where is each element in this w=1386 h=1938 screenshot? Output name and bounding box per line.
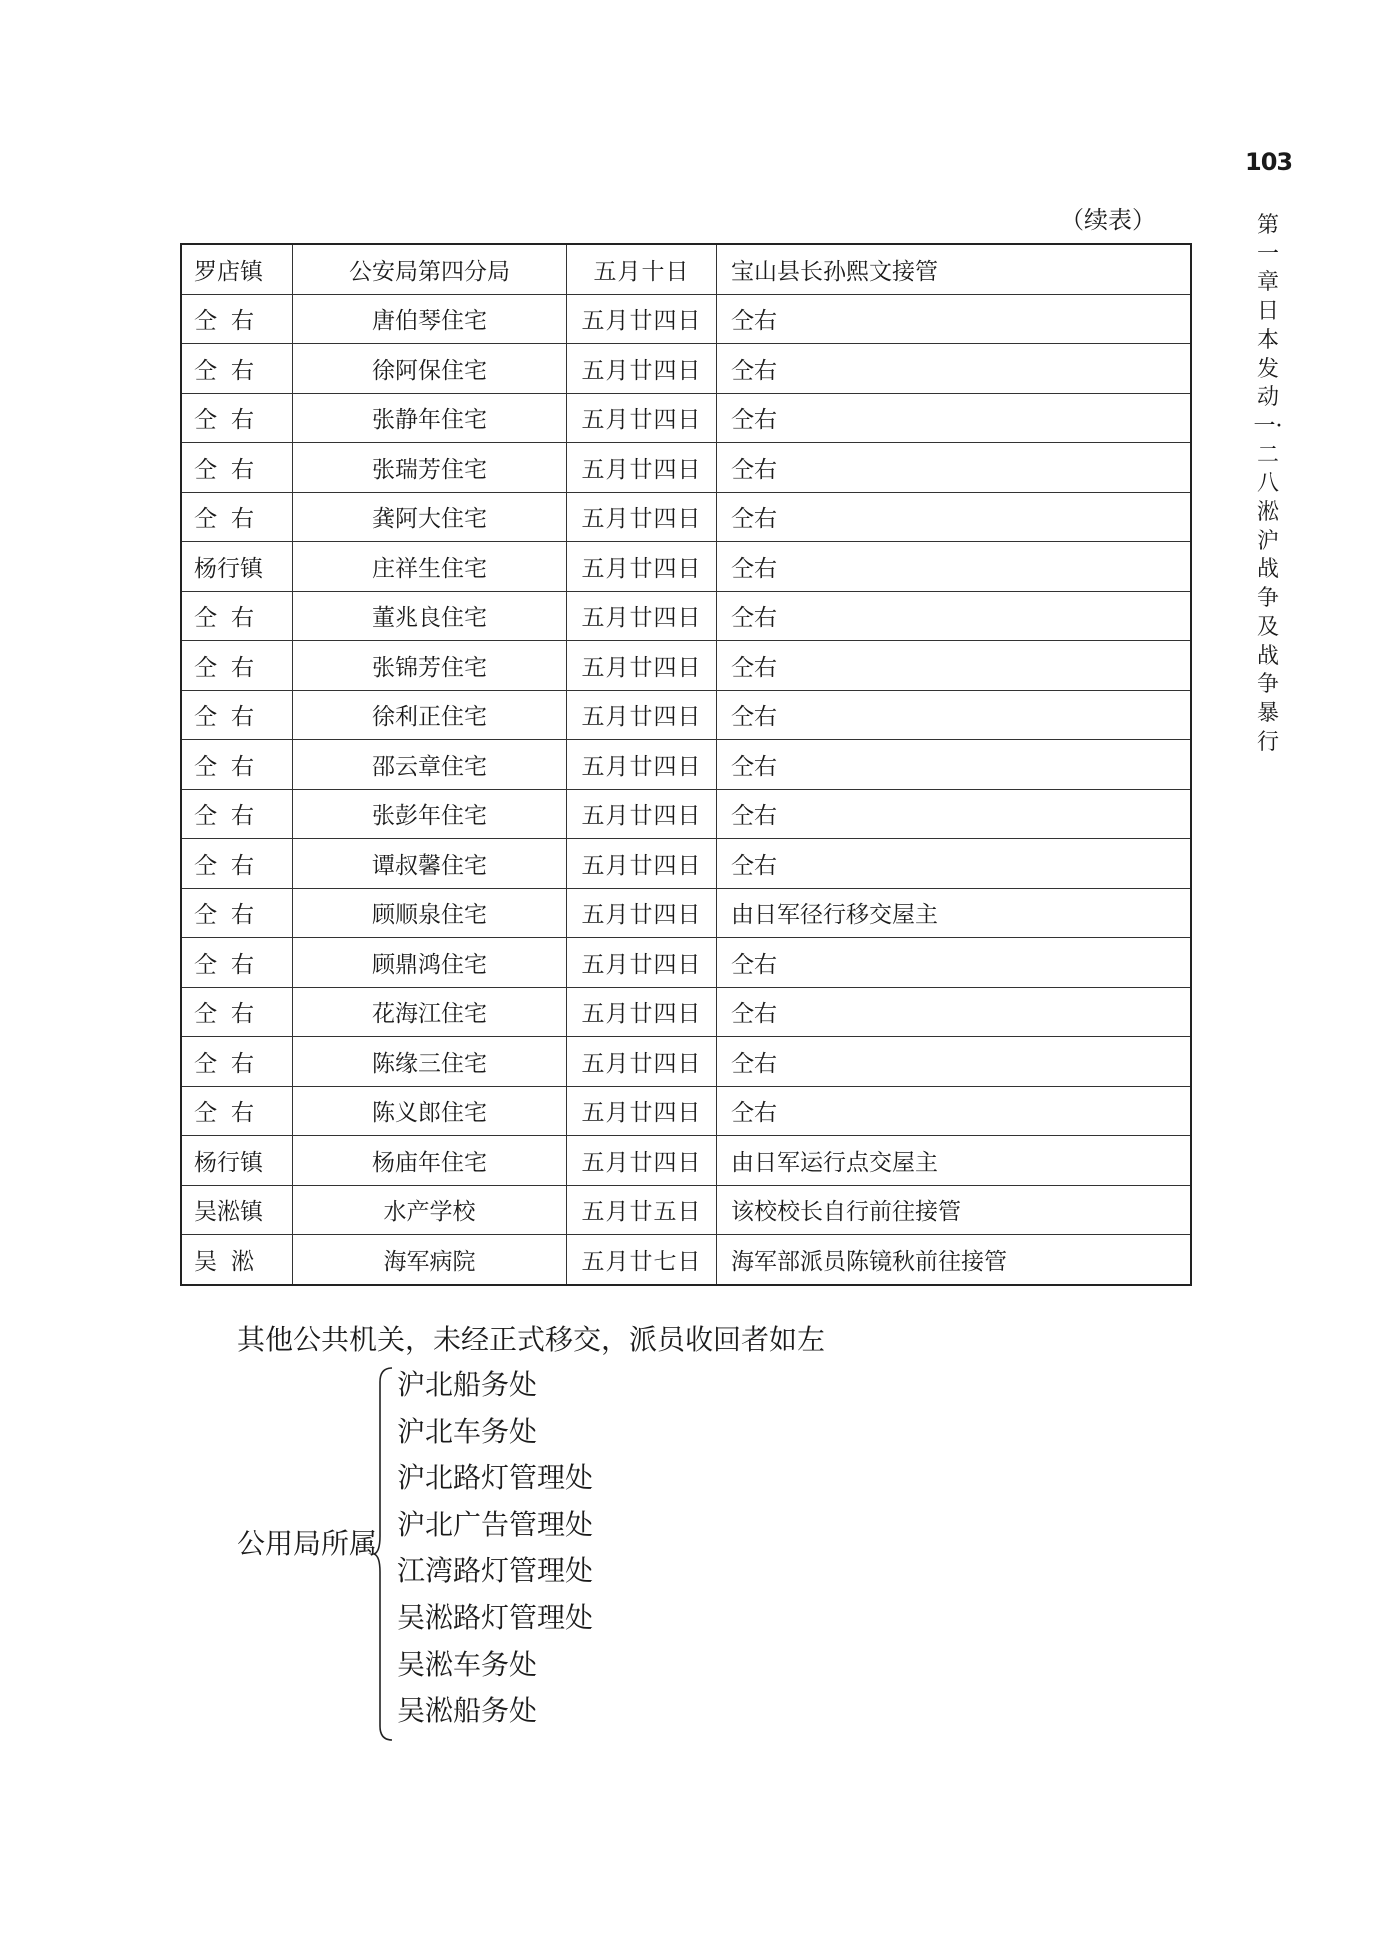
name-cell: 徐利正住宅 [293,690,567,740]
date-cell: 五月廿四日 [567,393,717,443]
table-row [181,1037,1191,1087]
town-cell: 仝右 [181,938,293,988]
note-cell: 仝右 [717,492,1192,542]
note-cell: 仝右 [717,443,1192,493]
page-number: 103 [1245,148,1293,176]
table-row [181,591,1191,641]
list-item: 沪北路灯管理处 [397,1461,594,1495]
town-cell: 仝右 [181,789,293,839]
town-cell: 吴淞 [181,1235,293,1285]
town-cell: 仝右 [181,740,293,790]
date-cell: 五月廿四日 [567,492,717,542]
name-cell: 海军病院 [293,1235,567,1285]
list-item: 江湾路灯管理处 [397,1554,594,1588]
name-cell: 水产学校 [293,1185,567,1235]
town-cell: 仝右 [181,987,293,1037]
date-cell: 五月廿四日 [567,344,717,394]
note-cell: 仝右 [717,641,1192,691]
note-cell: 该校校长自行前往接管 [717,1185,1192,1235]
chapter-running-title: 第一章 日本发动一·二八淞沪战争及战争暴行 [1253,213,1302,755]
table-row [181,1086,1191,1136]
note-cell: 仝右 [717,344,1192,394]
name-cell: 公安局第四分局 [293,244,567,294]
town-cell: 仝右 [181,839,293,889]
town-cell: 杨行镇 [181,542,293,592]
table-row [181,987,1191,1037]
note-cell: 海军部派员陈镜秋前往接管 [717,1235,1192,1285]
name-cell: 张彭年住宅 [293,789,567,839]
date-cell: 五月廿四日 [567,1086,717,1136]
name-cell: 张静年住宅 [293,393,567,443]
town-cell: 仝右 [181,443,293,493]
note-cell: 仝右 [717,294,1192,344]
date-cell: 五月十日 [567,244,717,294]
note-cell: 仝右 [717,740,1192,790]
town-cell: 罗店镇 [181,244,293,294]
town-cell: 仝右 [181,641,293,691]
note-cell: 仝右 [717,1086,1192,1136]
town-cell: 仝右 [181,888,293,938]
name-cell: 张锦芳住宅 [293,641,567,691]
list-item: 沪北船务处 [397,1368,538,1401]
town-cell: 仝右 [181,344,293,394]
name-cell: 陈缘三住宅 [293,1037,567,1087]
date-cell: 五月廿四日 [567,443,717,493]
town-cell: 仝右 [181,393,293,443]
name-cell: 顾顺泉住宅 [293,888,567,938]
table-row [181,1136,1191,1186]
town-cell: 仝右 [181,1037,293,1087]
table-row [181,740,1191,790]
date-cell: 五月廿四日 [567,1037,717,1087]
list-item: 沪北广告管理处 [397,1507,594,1541]
town-cell: 仝右 [181,591,293,641]
table-row [181,888,1191,938]
date-cell: 五月廿五日 [567,1185,717,1235]
group-items-list [397,1362,593,1735]
name-cell: 张瑞芳住宅 [293,443,567,493]
name-cell: 庄祥生住宅 [293,542,567,592]
note-cell: 仝右 [717,542,1192,592]
date-cell: 五月廿四日 [567,641,717,691]
town-cell: 仝右 [181,1086,293,1136]
records-table-body [181,244,1191,1285]
table-row [181,938,1191,988]
curly-brace [372,1366,396,1742]
note-cell: 由日军径行移交屋主 [717,888,1192,938]
table-row [181,1185,1191,1235]
name-cell: 顾鼎鸿住宅 [293,938,567,988]
name-cell: 谭叔馨住宅 [293,839,567,889]
note-cell: 仝右 [717,789,1192,839]
note-cell: 仝右 [717,938,1192,988]
continued-label: （续表） [1060,206,1156,234]
name-cell: 龚阿大住宅 [293,492,567,542]
table-row [181,1235,1191,1285]
date-cell: 五月廿四日 [567,294,717,344]
name-cell: 唐伯琴住宅 [293,294,567,344]
name-cell: 杨庙年住宅 [293,1136,567,1186]
date-cell: 五月廿七日 [567,1235,717,1285]
note-cell: 宝山县长孙熙文接管 [717,244,1192,294]
table-row [181,839,1191,889]
list-item: 吴淞车务处 [397,1647,538,1681]
table-row [181,641,1191,691]
date-cell: 五月廿四日 [567,888,717,938]
table-row [181,542,1191,592]
records-table [180,243,1192,1286]
name-cell: 徐阿保住宅 [293,344,567,394]
name-cell: 邵云章住宅 [293,740,567,790]
note-cell: 仝右 [717,591,1192,641]
name-cell: 陈义郎住宅 [293,1086,567,1136]
group-label: 公用局所属 [237,1527,378,1560]
note-cell: 仝右 [717,839,1192,889]
paragraph-text: 其他公共机关，未经正式移交，派员收回者如左 [237,1323,826,1356]
town-cell: 仝右 [181,294,293,344]
note-cell: 仝右 [717,987,1192,1037]
list-item: 吴淞船务处 [397,1694,538,1728]
table-row [181,789,1191,839]
table-row [181,690,1191,740]
date-cell: 五月廿四日 [567,1136,717,1186]
date-cell: 五月廿四日 [567,987,717,1037]
date-cell: 五月廿四日 [567,789,717,839]
table-row [181,443,1191,493]
table-row [181,244,1191,294]
note-cell: 仝右 [717,690,1192,740]
table-row [181,393,1191,443]
table-row [181,492,1191,542]
town-cell: 杨行镇 [181,1136,293,1186]
note-cell: 仝右 [717,1037,1192,1087]
date-cell: 五月廿四日 [567,839,717,889]
name-cell: 花海江住宅 [293,987,567,1037]
note-cell: 由日军运行点交屋主 [717,1136,1192,1186]
table-row [181,344,1191,394]
town-cell: 仝右 [181,690,293,740]
date-cell: 五月廿四日 [567,591,717,641]
town-cell: 仝右 [181,492,293,542]
date-cell: 五月廿四日 [567,740,717,790]
list-item: 沪北车务处 [397,1414,538,1448]
table-row [181,294,1191,344]
list-item: 吴淞路灯管理处 [397,1600,594,1634]
date-cell: 五月廿四日 [567,938,717,988]
date-cell: 五月廿四日 [567,542,717,592]
town-cell: 吴淞镇 [181,1185,293,1235]
name-cell: 董兆良住宅 [293,591,567,641]
date-cell: 五月廿四日 [567,690,717,740]
note-cell: 仝右 [717,393,1192,443]
